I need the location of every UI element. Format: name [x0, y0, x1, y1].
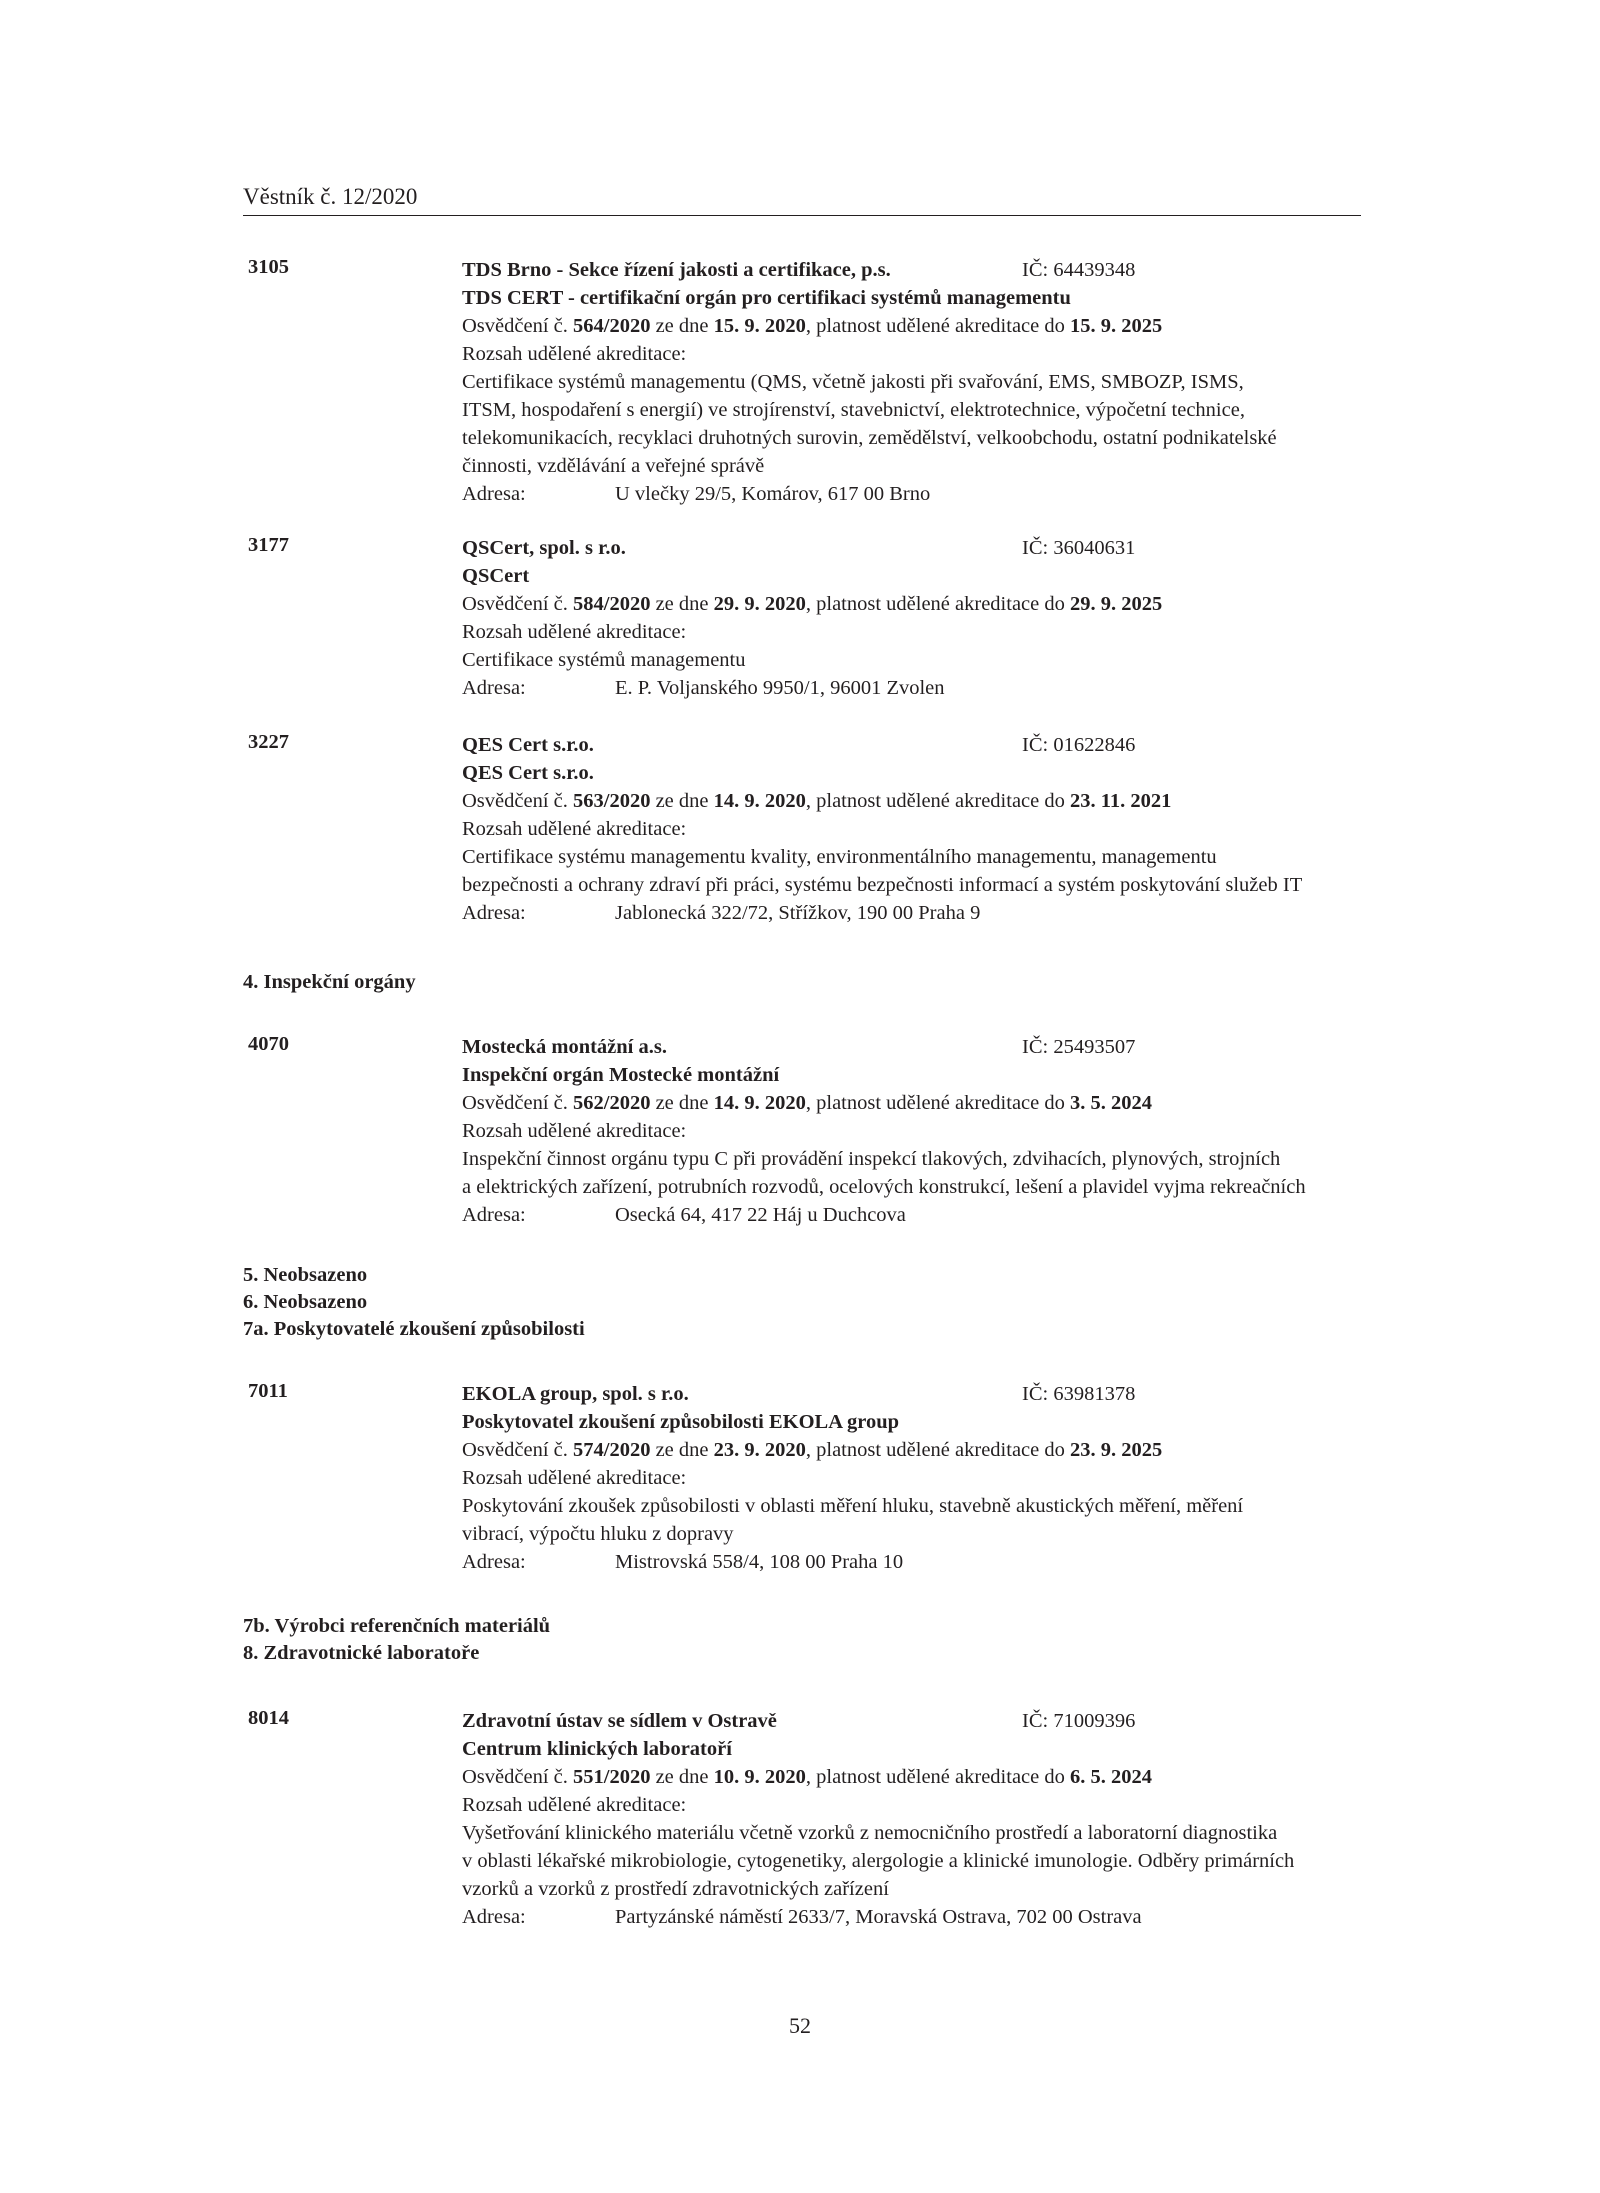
- validity-label: , platnost udělené akreditace do: [805, 593, 1070, 615]
- entry-ic: IČ: 25493507: [1022, 1036, 1136, 1058]
- entry-body: [462, 1033, 1368, 1229]
- validity-date: 29. 9. 2025: [1070, 593, 1163, 615]
- address-value: Partyzánské náměstí 2633/7, Moravská Ostrava, 702 00 Ostrava: [615, 1906, 1142, 1928]
- validity-date: 23. 9. 2025: [1070, 1439, 1163, 1461]
- address-value: Osecká 64, 417 22 Háj u Duchcova: [615, 1204, 906, 1226]
- certificate-date-label: ze dne: [650, 1439, 714, 1461]
- scope-line: Certifikace systémů managementu (QMS, včetně jakosti při svařování, EMS, SMBOZP, ISMS,: [462, 371, 1244, 393]
- entry-number: 3227: [248, 731, 289, 753]
- section-heading-4: 4. Inspekční orgány: [243, 971, 416, 993]
- certificate-prefix: Osvědčení č.: [462, 1092, 573, 1114]
- entry-number: 8014: [248, 1707, 289, 1729]
- scope-label: Rozsah udělené akreditace:: [462, 621, 687, 643]
- scope-line: Inspekční činnost orgánu typu C při provádění inspekcí tlakových, zdvihacích, plynových, strojních: [462, 1148, 1281, 1170]
- entry-address-line: [462, 1201, 1368, 1229]
- scope-label: Rozsah udělené akreditace:: [462, 1794, 687, 1816]
- entry-certificate-line: [462, 312, 1368, 340]
- entry-number: 4070: [248, 1033, 289, 1055]
- section-heading-5: 5. Neobsazeno: [243, 1264, 368, 1286]
- entry-name-line: [462, 1033, 1368, 1061]
- section-heading-6: 6. Neobsazeno: [243, 1291, 368, 1313]
- entry-certificate-line: [462, 1436, 1368, 1464]
- scope-line: vibrací, výpočtu hluku z dopravy: [462, 1523, 734, 1545]
- entry-ic: IČ: 63981378: [1022, 1383, 1136, 1405]
- entry-name-line: [462, 534, 1368, 562]
- entry-name: TDS Brno - Sekce řízení jakosti a certifikace, p.s.: [462, 259, 891, 281]
- certificate-date: 15. 9. 2020: [713, 315, 806, 337]
- entry-body: [462, 1380, 1368, 1576]
- entry-name-line: [462, 1380, 1368, 1408]
- certificate-date: 23. 9. 2020: [713, 1439, 806, 1461]
- scope-line: telekomunikacích, recyklaci druhotných surovin, zemědělství, velkoobchodu, ostatní podnikatelské: [462, 427, 1277, 449]
- scope-line: Certifikace systémů managementu: [462, 649, 746, 671]
- certificate-date-label: ze dne: [650, 1766, 714, 1788]
- certificate-date-label: ze dne: [650, 1092, 714, 1114]
- certificate-number: 574/2020: [573, 1439, 651, 1461]
- entry-ic: IČ: 64439348: [1022, 259, 1136, 281]
- entry-number: 3177: [248, 534, 289, 556]
- entry-name-line: [462, 1707, 1368, 1735]
- validity-date: 3. 5. 2024: [1070, 1092, 1152, 1114]
- scope-text: [462, 368, 1368, 480]
- validity-date: 6. 5. 2024: [1070, 1766, 1152, 1788]
- section-heading-8: 8. Zdravotnické laboratoře: [243, 1642, 480, 1664]
- entry-subname: TDS CERT - certifikační orgán pro certifikaci systémů managementu: [462, 287, 1071, 309]
- entry-name: QSCert, spol. s r.o.: [462, 537, 626, 559]
- address-value: Jablonecká 322/72, Střížkov, 190 00 Praha 9: [615, 902, 981, 924]
- validity-date: 15. 9. 2025: [1070, 315, 1163, 337]
- certificate-date-label: ze dne: [650, 315, 714, 337]
- entry-address-line: [462, 1548, 1368, 1576]
- scope-text: [462, 1819, 1368, 1903]
- certificate-date: 29. 9. 2020: [713, 593, 806, 615]
- validity-date: 23. 11. 2021: [1070, 790, 1172, 812]
- validity-label: , platnost udělené akreditace do: [805, 790, 1070, 812]
- certificate-date-label: ze dne: [650, 593, 714, 615]
- certificate-number: 551/2020: [573, 1766, 651, 1788]
- entry-ic: IČ: 71009396: [1022, 1710, 1136, 1732]
- certificate-number: 564/2020: [573, 315, 651, 337]
- certificate-date: 10. 9. 2020: [713, 1766, 806, 1788]
- scope-line: ITSM, hospodaření s energií) ve strojírenství, stavebnictví, elektrotechnice, výpočetní technice,: [462, 399, 1245, 421]
- certificate-number: 563/2020: [573, 790, 651, 812]
- entry-ic: IČ: 01622846: [1022, 734, 1136, 756]
- entry-name: EKOLA group, spol. s r.o.: [462, 1383, 689, 1405]
- entry-certificate-line: [462, 787, 1368, 815]
- entry-name-line: [462, 256, 1368, 284]
- address-value: E. P. Voljanského 9950/1, 96001 Zvolen: [615, 677, 945, 699]
- address-label: Adresa:: [462, 1204, 526, 1226]
- scope-text: [462, 1145, 1368, 1201]
- entry-number: 3105: [248, 256, 289, 278]
- scope-text: [462, 843, 1368, 899]
- scope-label: Rozsah udělené akreditace:: [462, 818, 687, 840]
- certificate-date: 14. 9. 2020: [713, 1092, 806, 1114]
- address-label: Adresa:: [462, 483, 526, 505]
- validity-label: , platnost udělené akreditace do: [805, 1766, 1070, 1788]
- certificate-prefix: Osvědčení č.: [462, 790, 573, 812]
- certificate-number: 584/2020: [573, 593, 651, 615]
- validity-label: , platnost udělené akreditace do: [805, 1092, 1070, 1114]
- scope-line: Poskytování zkoušek způsobilosti v oblasti měření hluku, stavebně akustických měření, měření: [462, 1495, 1244, 1517]
- validity-label: , platnost udělené akreditace do: [805, 1439, 1070, 1461]
- page-number: 52: [789, 2013, 811, 2038]
- entry-name: Zdravotní ústav se sídlem v Ostravě: [462, 1710, 777, 1732]
- certificate-prefix: Osvědčení č.: [462, 593, 573, 615]
- scope-line: Certifikace systému managementu kvality, environmentálního managementu, managementu: [462, 846, 1217, 868]
- entry-body: [462, 534, 1368, 702]
- entry-name: Mostecká montážní a.s.: [462, 1036, 667, 1058]
- entry-subname: Centrum klinických laboratoří: [462, 1738, 732, 1760]
- entry-subname: Poskytovatel zkoušení způsobilosti EKOLA group: [462, 1411, 900, 1433]
- entry-certificate-line: [462, 1089, 1368, 1117]
- address-label: Adresa:: [462, 1906, 526, 1928]
- scope-line: v oblasti lékařské mikrobiologie, cytogenetiky, alergologie a klinické imunologie. Odběry primárních: [462, 1850, 1295, 1872]
- scope-line: bezpečnosti a ochrany zdraví při práci, systému bezpečnosti informací a systém poskytování služeb IT: [462, 874, 1303, 896]
- address-label: Adresa:: [462, 1551, 526, 1573]
- scope-text: [462, 1492, 1368, 1548]
- scope-label: Rozsah udělené akreditace:: [462, 1120, 687, 1142]
- entry-address-line: [462, 1903, 1368, 1931]
- entry-ic: IČ: 36040631: [1022, 537, 1136, 559]
- certificate-date-label: ze dne: [650, 790, 714, 812]
- validity-label: , platnost udělené akreditace do: [805, 315, 1070, 337]
- certificate-prefix: Osvědčení č.: [462, 1439, 573, 1461]
- scope-label: Rozsah udělené akreditace:: [462, 1467, 687, 1489]
- address-label: Adresa:: [462, 677, 526, 699]
- entry-name: QES Cert s.r.o.: [462, 734, 594, 756]
- entry-subname: QES Cert s.r.o.: [462, 762, 594, 784]
- section-heading-7b: 7b. Výrobci referenčních materiálů: [243, 1615, 551, 1637]
- scope-line: Vyšetřování klinického materiálu včetně vzorků z nemocničního prostředí a laboratorní diagnostika: [462, 1822, 1278, 1844]
- entry-name-line: [462, 731, 1368, 759]
- scope-line: a elektrických zařízení, potrubních rozvodů, ocelových konstrukcí, lešení a plavidel vyjma rekreačních: [462, 1176, 1306, 1198]
- entry-certificate-line: [462, 1763, 1368, 1791]
- entry-address-line: [462, 674, 1368, 702]
- certificate-date: 14. 9. 2020: [713, 790, 806, 812]
- address-label: Adresa:: [462, 902, 526, 924]
- scope-text: [462, 646, 1368, 674]
- entry-address-line: [462, 899, 1368, 927]
- section-heading-7a: 7a. Poskytovatelé zkoušení způsobilosti: [243, 1318, 585, 1340]
- address-value: U vlečky 29/5, Komárov, 617 00 Brno: [615, 483, 931, 505]
- certificate-prefix: Osvědčení č.: [462, 1766, 573, 1788]
- scope-line: vzorků a vzorků z prostředí zdravotnických zařízení: [462, 1878, 889, 1900]
- entry-number: 7011: [248, 1380, 288, 1402]
- certificate-number: 562/2020: [573, 1092, 651, 1114]
- entry-body: [462, 731, 1368, 927]
- entry-subname: QSCert: [462, 565, 530, 587]
- entry-body: [462, 1707, 1368, 1931]
- certificate-prefix: Osvědčení č.: [462, 315, 573, 337]
- address-value: Mistrovská 558/4, 108 00 Praha 10: [615, 1551, 904, 1573]
- entry-body: [462, 256, 1368, 508]
- entry-address-line: [462, 480, 1368, 508]
- entry-subname: Inspekční orgán Mostecké montážní: [462, 1064, 780, 1086]
- page-header: Věstník č. 12/2020: [243, 184, 1361, 216]
- scope-label: Rozsah udělené akreditace:: [462, 343, 687, 365]
- entry-certificate-line: [462, 590, 1368, 618]
- scope-line: činnosti, vzdělávání a veřejné správě: [462, 455, 765, 477]
